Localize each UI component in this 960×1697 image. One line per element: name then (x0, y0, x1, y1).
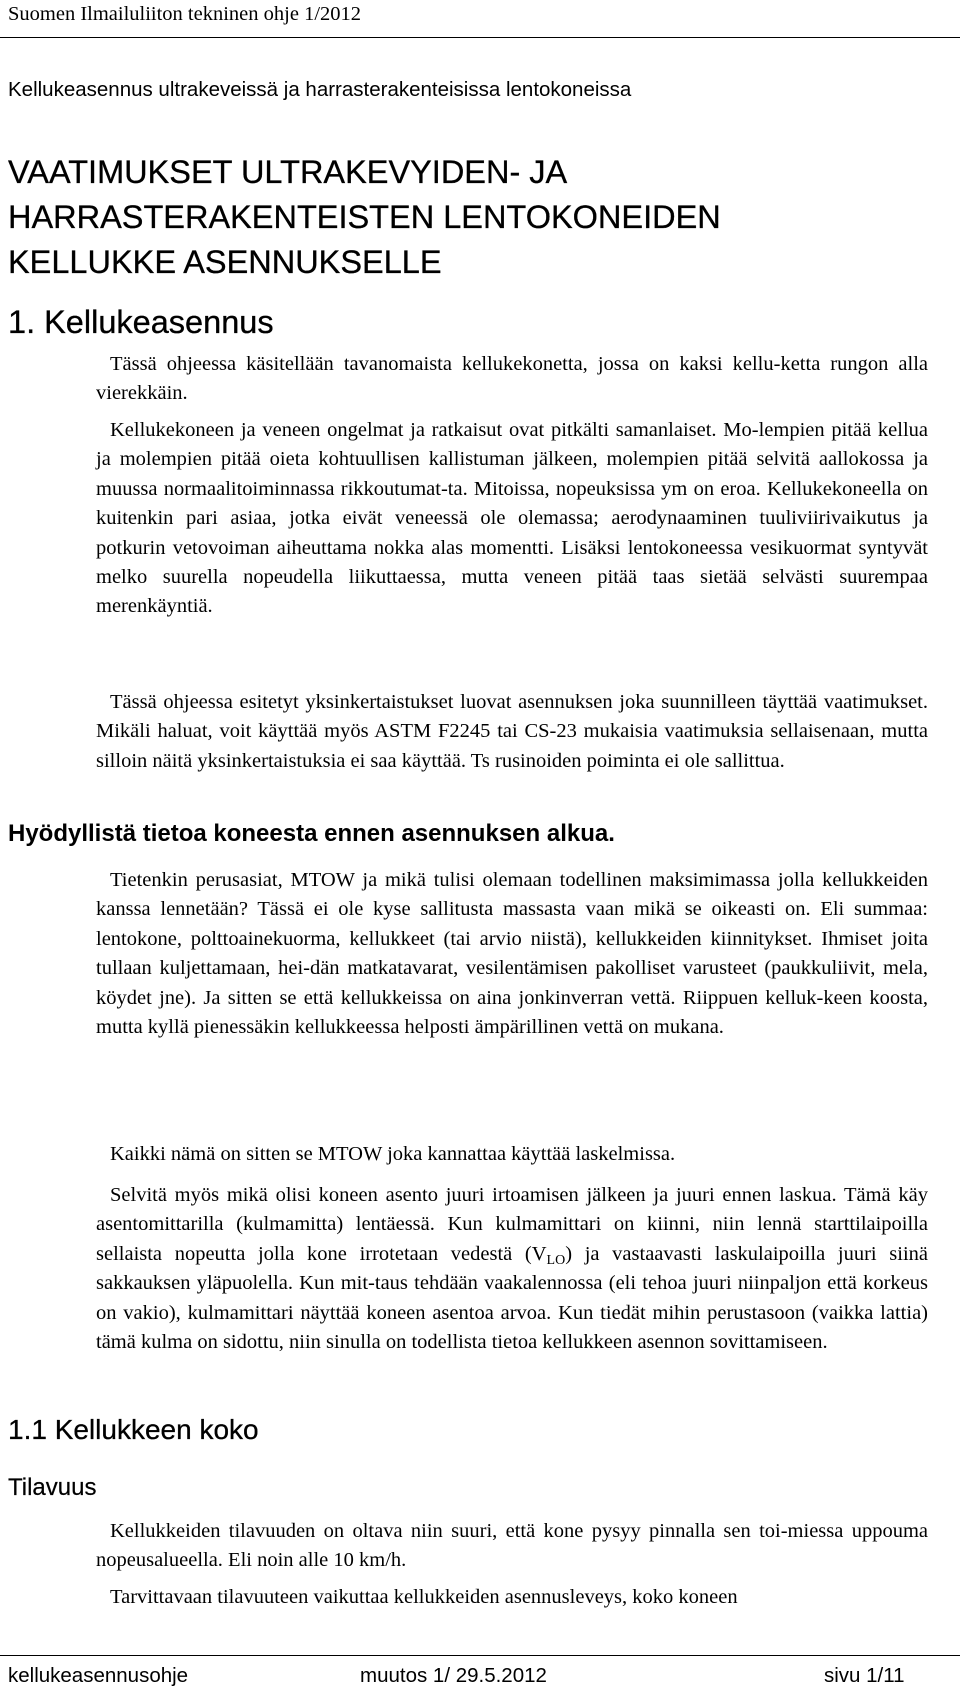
section-1-paragraph-3 (96, 688, 928, 776)
section-1-paragraph-1 (96, 350, 928, 409)
paragraph-text: Tarvittavaan tilavuuteen vaikuttaa kellukkeiden asennusleveys, koko koneen (110, 1586, 738, 1608)
paragraph-text-b: ) ja vastaavasti laskulaipoilla juuri siinä sakkauksen yläpuolella. Kun mit-taus tehdään vaakalennossa (eli tehoa juuri niinpaljon että korkeus on vakio), kulmamittari näyttää koneen asentoa arvoa. Kun tiedät mihin perustasoon (vaikka lattia) tämä kulma on sidottu, niin sinulla on todellista tietoa kellukkeen asennon sovittamiseen. (96, 1242, 928, 1354)
footer-page-number: sivu 1/11 (824, 1664, 905, 1687)
tilavuus-paragraph-2 (96, 1583, 928, 1612)
title-line-2: HARRASTERAKENTEISTEN LENTOKONEIDEN (8, 199, 721, 235)
document-subtitle: Kellukeasennus ultrakeveissä ja harrasterakenteisissa lentokoneissa (8, 78, 632, 101)
document-title (8, 150, 948, 285)
paragraph-text: Tietenkin perusasiat, MTOW ja mikä tulisi olemaan todellinen maksimimassa jolla kellukkeiden kanssa lennetään? Tässä ei ole kyse sallitusta massasta vaan mikä se oikeasti on. Eli summaa: lentokone, polttoainekuorma, kellukkeet (tai arvio niistä), kellukkeiden kiinnitykset. Ihmiset joita tullaan kuljettamaan, hei-dän matkatavarat, vesilentämisen pakolliset varusteet (paukkuliivit, mela, köydet jne). Ja sitten se että kellukkeissa on aina jonkinverran vettä. Riippuen kelluk-keen koosta, mutta kyllä pienessäkin kellukkeessa helposti ämpärillinen vettä on mukana. (96, 869, 928, 1039)
paragraph-text: Kaikki nämä on sitten se MTOW joka kannattaa käyttää laskelmissa. (110, 1143, 676, 1165)
useful-info-paragraph-2 (96, 1140, 928, 1169)
footer-document-name: kellukeasennusohje (8, 1664, 189, 1687)
title-line-1: VAATIMUKSET ULTRAKEVYIDEN- JA (8, 154, 568, 190)
paragraph-text: Kellukkeiden tilavuuden on oltava niin suuri, että kone pysyy pinnalla sen toi-miessa uppouma nopeusalueella. Eli noin alle 10 km/h. (96, 1520, 928, 1572)
tilavuus-heading: Tilavuus (8, 1474, 97, 1501)
section-1-1-heading: 1.1 Kellukkeen koko (8, 1414, 259, 1445)
useful-info-paragraph-1 (96, 866, 928, 1042)
useful-info-paragraph-3 (96, 1181, 928, 1357)
section-1-heading: 1. Kellukeasennus (8, 304, 274, 340)
page-footer (0, 1655, 960, 1697)
tilavuus-paragraph-1 (96, 1517, 928, 1576)
running-header (0, 0, 960, 38)
paragraph-text: Tässä ohjeessa käsitellään tavanomaista kellukekonetta, jossa on kaksi kellu-ketta rungon alla vierekkäin. (96, 353, 928, 405)
paragraph-text: Kellukekoneen ja veneen ongelmat ja ratkaisut ovat pitkälti samanlaiset. Mo-lempien pitää kellua ja molempien pitää oieta kohtuullisen kallistuman jälkeen, molempien pitää selvitä aallokossa ja muussa normaalitoiminnassa rikkoutumat-ta. Mitoissa, nopeuksissa ym on eroa. Kellukekoneella on kuitenkin pari asiaa, jotka eivät veneessä ole olemassa; aerodynaaminen tuuliviirivaikutus ja potkurin vetovoiman aiheuttama nokka alas momentti. Lisäksi lentokoneessa vesikuormat syntyvät melko suurella nopeudella liikuttaessa, mutta veneen pitää taas sietää selvästi suurempaa merenkäyntiä. (96, 419, 928, 618)
subscript-lo: LO (546, 1252, 566, 1268)
paragraph-text-a: Selvitä myös mikä olisi koneen asento juuri irtoamisen jälkeen ja juuri ennen laskua. Tämä käy asentomittarilla (kulmamitta) lentäessä. Kun kulmamittari on kiinni, niin lennä starttilaipoilla sellaista nopeutta jolla kone irrotetaan vedestä (V (96, 1184, 928, 1265)
title-line-3: KELLUKKE ASENNUKSELLE (8, 244, 442, 280)
paragraph-text: Tässä ohjeessa esitetyt yksinkertaistukset luovat asennuksen joka suunnilleen täyttää vaatimukset. Mikäli haluat, voit käyttää myös ASTM F2245 tai CS-23 mukaisia vaatimuksia sellaisenaan, mutta silloin näitä yksinkertaistuksia ei saa käyttää. Ts rusinoiden poiminta ei ole sallittua. (96, 691, 928, 772)
section-1-paragraph-2 (96, 416, 928, 622)
footer-revision: muutos 1/ 29.5.2012 (360, 1664, 547, 1687)
useful-info-heading: Hyödyllistä tietoa koneesta ennen asennuksen alkua. (8, 820, 615, 847)
running-header-title: Suomen Ilmailuliiton tekninen ohje 1/2012 (8, 3, 362, 25)
